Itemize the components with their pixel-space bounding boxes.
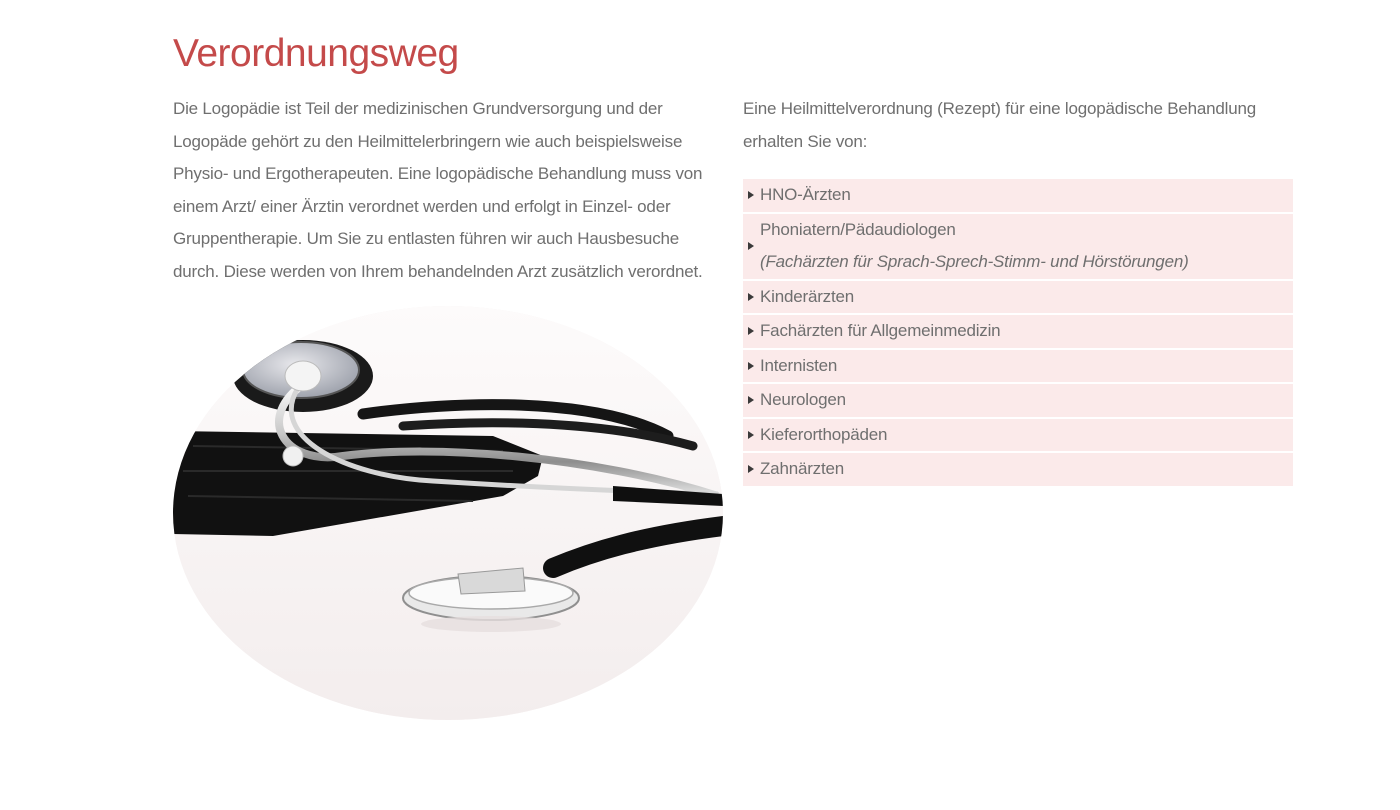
page-title: Verordnungsweg bbox=[173, 32, 459, 75]
caret-right-icon bbox=[748, 191, 754, 199]
provider-label: Zahnärzten bbox=[760, 459, 844, 478]
provider-label: Internisten bbox=[760, 355, 838, 375]
list-item-phoniatern bbox=[743, 214, 1293, 281]
caret-right-icon bbox=[748, 396, 754, 404]
intro-column bbox=[173, 93, 723, 288]
provider-label: Neurologen bbox=[760, 390, 846, 409]
lead-paragraph: Eine Heilmittelverordnung (Rezept) für eine logopädische Behandlung erhalten Sie von: bbox=[743, 99, 1256, 151]
caret-right-icon bbox=[748, 327, 754, 335]
provider-label: Fachärzten für Allgemeinmedizin bbox=[760, 321, 1001, 340]
caret-right-icon bbox=[748, 242, 754, 250]
provider-label: Kinderärzten bbox=[760, 286, 854, 306]
intro-paragraph: Die Logopädie ist Teil der medizinischen Grundversorgung und der Logopäde gehört zu den Heilmittelerbringern wie auch beispielsweise Physio- und Ergotherapeuten. Eine logopädische Behandlung muss von einem Arzt/ einer Ärztin verordnet werden und erfolgt in Einzel- oder Gruppentherapie. Um Sie zu entlasten führen wir auch Hausbesuche durch. Diese werden von Ihrem behandelnden Arzt zusätzlich verordnet. bbox=[173, 99, 703, 281]
provider-label: Kieferorthopäden bbox=[760, 424, 888, 444]
stethoscope-photo bbox=[173, 306, 723, 720]
providers-column bbox=[743, 93, 1293, 488]
providers-list bbox=[743, 179, 1293, 488]
provider-note: (Fachärzten für Sprach-Sprech-Stimm- und Hörstörungen) bbox=[760, 252, 1189, 271]
caret-right-icon bbox=[748, 362, 754, 370]
caret-right-icon bbox=[748, 293, 754, 301]
caret-right-icon bbox=[748, 431, 754, 439]
caret-right-icon bbox=[748, 465, 754, 473]
list-item-kinderaerzte bbox=[743, 281, 1293, 316]
list-item-neurologen bbox=[743, 384, 1293, 419]
provider-label-group bbox=[760, 214, 1189, 279]
list-item-kieferorthopaeden bbox=[743, 419, 1293, 454]
list-item-zahnaerzte bbox=[743, 453, 1293, 488]
list-item-allgemeinmedizin bbox=[743, 315, 1293, 350]
list-item-hno bbox=[743, 179, 1293, 214]
provider-label: Phoniatern/Pädaudiologen bbox=[760, 219, 956, 239]
list-item-internisten bbox=[743, 350, 1293, 385]
provider-label: HNO-Ärzten bbox=[760, 185, 851, 204]
